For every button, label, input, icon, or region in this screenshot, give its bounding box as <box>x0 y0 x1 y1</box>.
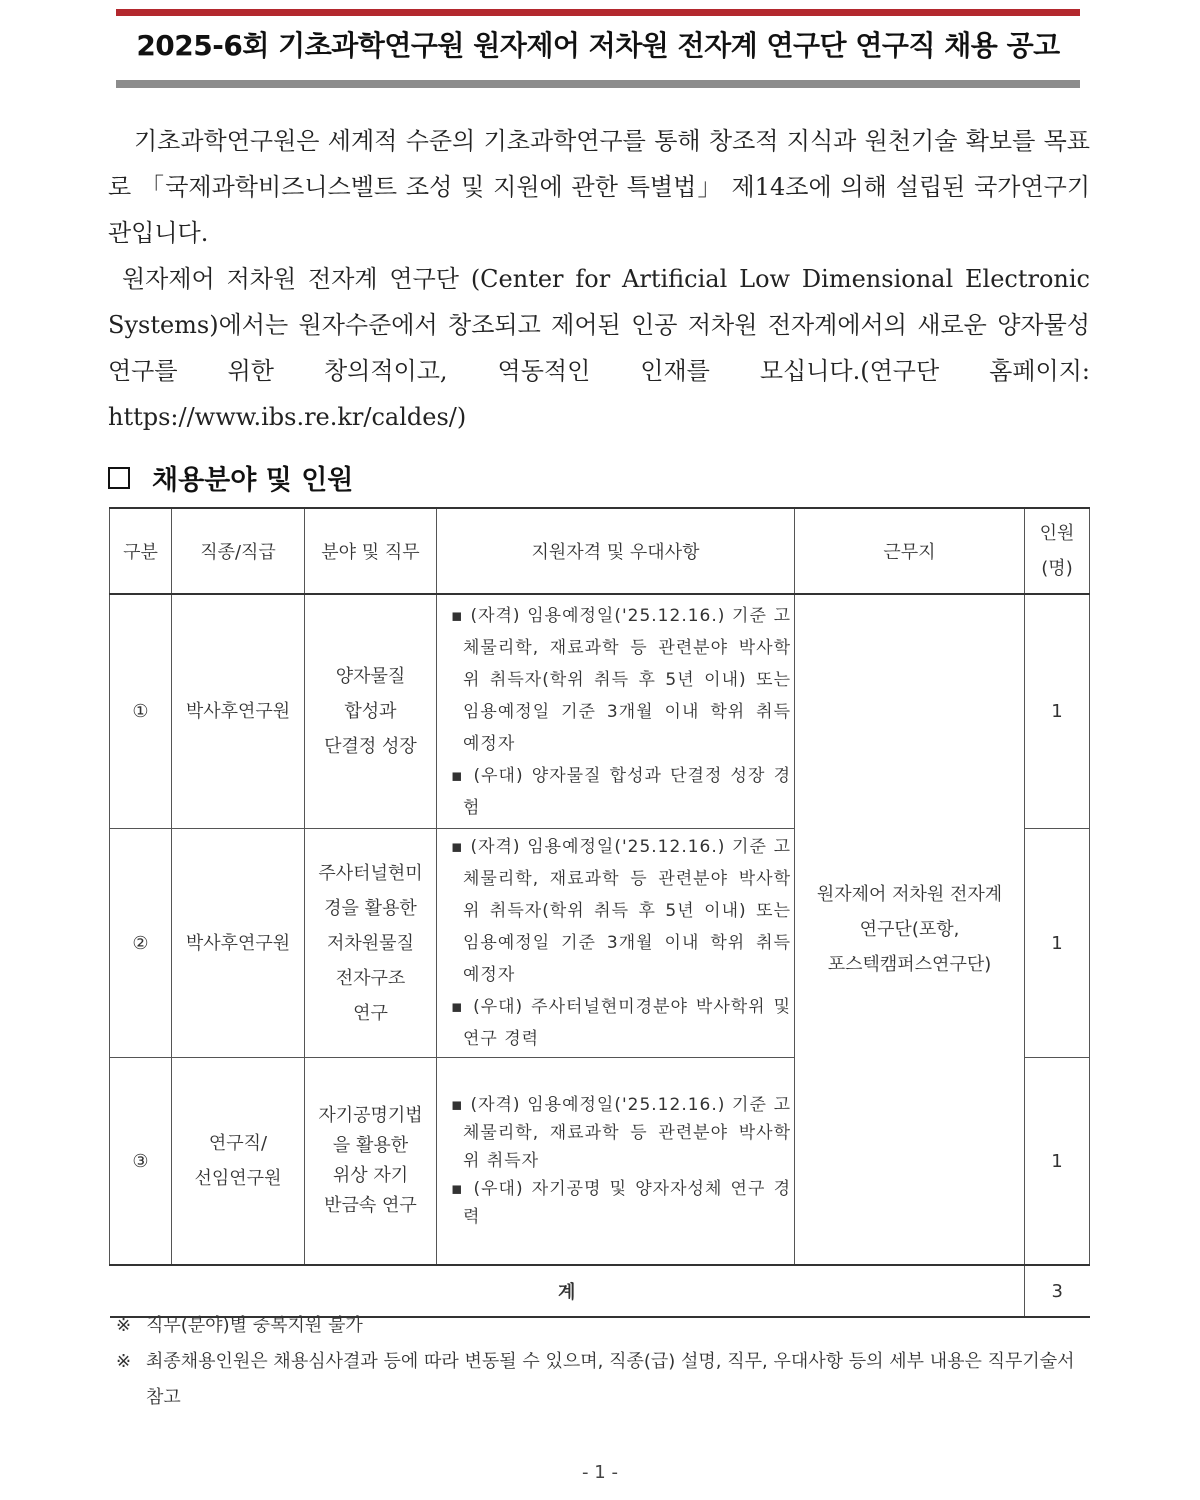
row-number: ③ <box>110 1058 172 1266</box>
preference-item: ▪ (우대) 주사터널현미경분야 박사학위 및 연구 경력 <box>451 997 791 1049</box>
total-label: 계 <box>110 1265 1025 1317</box>
note-mark: ※ <box>116 1315 132 1336</box>
field-line: 자기공명기법 <box>318 1105 423 1126</box>
qualification-item: ▪ (자격) 임용예정일('25.12.16.) 기준 고체물리학, 재료과학 등 관련분야 박사학위 취득자(학위 취득 후 5년 이내) 또는 임용예정일 기준 3개월 이내 학위 취득 예정자 <box>451 837 791 985</box>
position-line: 선임연구원 <box>194 1168 282 1189</box>
row-field <box>305 829 437 1058</box>
field-line: 양자물질 <box>335 666 406 687</box>
page-title: 2025-6회 기초과학연구원 원자제어 저차원 전자계 연구단 연구직 채용 공고 <box>136 29 1060 62</box>
field-line: 단결정 성장 <box>324 736 417 757</box>
page-number: - 1 - <box>582 1462 618 1483</box>
field-line: 위상 자기 <box>332 1165 409 1186</box>
header-count-line1: 인원 <box>1039 523 1075 544</box>
field-line: 반금속 연구 <box>324 1195 417 1216</box>
qualification-item: ▪ (자격) 임용예정일('25.12.16.) 기준 고체물리학, 재료과학 등 관련분야 박사학위 취득자(학위 취득 후 5년 이내) 또는 임용예정일 기준 3개월 이내 학위 취득 예정자 <box>451 605 791 754</box>
note-item <box>116 1308 1088 1344</box>
field-line: 연구 <box>353 1002 388 1024</box>
preference-item: ▪ (우대) 양자물질 합성과 단결정 성장 경험 <box>451 765 791 818</box>
recruitment-table <box>109 507 1090 1318</box>
row-qualifications <box>437 594 795 829</box>
row-position <box>172 829 305 1058</box>
note-text: 직무(분야)별 중복지원 불가 <box>146 1315 363 1336</box>
table-row <box>110 594 1090 829</box>
field-line: 합성과 <box>344 701 397 722</box>
row-position <box>172 1058 305 1266</box>
field-line: 을 활용한 <box>332 1135 409 1156</box>
intro-paragraph-2: 원자제어 저차원 전자계 연구단 (Center for Artificial Low Dimensional Electronic Systems)에서는 원자수준에서 창조되고 제어된 인공 저차원 전자계에서의 새로운 양자물성 연구를 위한 창의적이고, 역동적인 인재를 모십니다.(연구단 홈페이지: https://www.ibs.re.kr/caldes/) <box>108 265 1090 431</box>
title-top-rule <box>116 9 1080 16</box>
position-line: 박사후연구원 <box>185 932 291 954</box>
workplace-line: 포스텍캠퍼스연구단) <box>827 954 992 975</box>
notes <box>116 1308 1088 1416</box>
checkbox-square-icon <box>108 467 130 489</box>
title-bottom-rule <box>116 80 1080 88</box>
row-count: 1 <box>1025 1058 1090 1266</box>
row-field <box>305 1058 437 1266</box>
row-position <box>172 594 305 829</box>
row-qualifications <box>437 1058 795 1266</box>
header-division: 구분 <box>110 508 172 594</box>
total-count: 3 <box>1025 1265 1090 1317</box>
note-item <box>116 1344 1088 1416</box>
preference-item: ▪ (우대) 자기공명 및 양자자성체 연구 경력 <box>451 1179 791 1227</box>
row-number: ② <box>110 829 172 1058</box>
field-line: 주사터널현미 <box>318 862 423 884</box>
field-line: 전자구조 <box>335 967 406 989</box>
field-line: 경을 활용한 <box>324 897 417 919</box>
field-line: 저차원물질 <box>327 932 414 954</box>
header-count <box>1025 508 1090 594</box>
header-workplace: 근무지 <box>795 508 1025 594</box>
row-count: 1 <box>1025 594 1090 829</box>
workplace-cell <box>795 594 1025 1265</box>
intro-text <box>108 118 1090 440</box>
note-text: 최종채용인원은 채용심사결과 등에 따라 변동될 수 있으며, 직종(급) 설명, 직무, 우대사항 등의 세부 내용은 직무기술서 참고 <box>146 1351 1075 1408</box>
position-line: 박사후연구원 <box>185 701 291 722</box>
row-field <box>305 594 437 829</box>
workplace-line: 연구단(포항, <box>859 919 960 940</box>
section-heading-text: 채용분야 및 인원 <box>152 465 354 496</box>
header-qualifications: 지원자격 및 우대사항 <box>437 508 795 594</box>
header-count-line2: (명) <box>1041 558 1073 579</box>
note-mark: ※ <box>116 1351 132 1372</box>
qualification-item: ▪ (자격) 임용예정일('25.12.16.) 기준 고체물리학, 재료과학 등 관련분야 박사학위 취득자 <box>451 1095 791 1171</box>
workplace-line: 원자제어 저차원 전자계 <box>816 884 1003 905</box>
intro-paragraph-1: 기초과학연구원은 세계적 수준의 기초과학연구를 통해 창조적 지식과 원천기술 확보를 목표로 「국제과학비즈니스벨트 조성 및 지원에 관한 특별법」 제14조에 의해 설립된 국가연구기관입니다. <box>108 127 1090 247</box>
header-field: 분야 및 직무 <box>305 508 437 594</box>
table-header-row <box>110 508 1090 594</box>
header-position: 직종/직급 <box>172 508 305 594</box>
row-qualifications <box>437 829 795 1058</box>
section-heading <box>108 458 353 497</box>
row-count: 1 <box>1025 829 1090 1058</box>
row-number: ① <box>110 594 172 829</box>
position-line: 연구직/ <box>208 1133 268 1154</box>
